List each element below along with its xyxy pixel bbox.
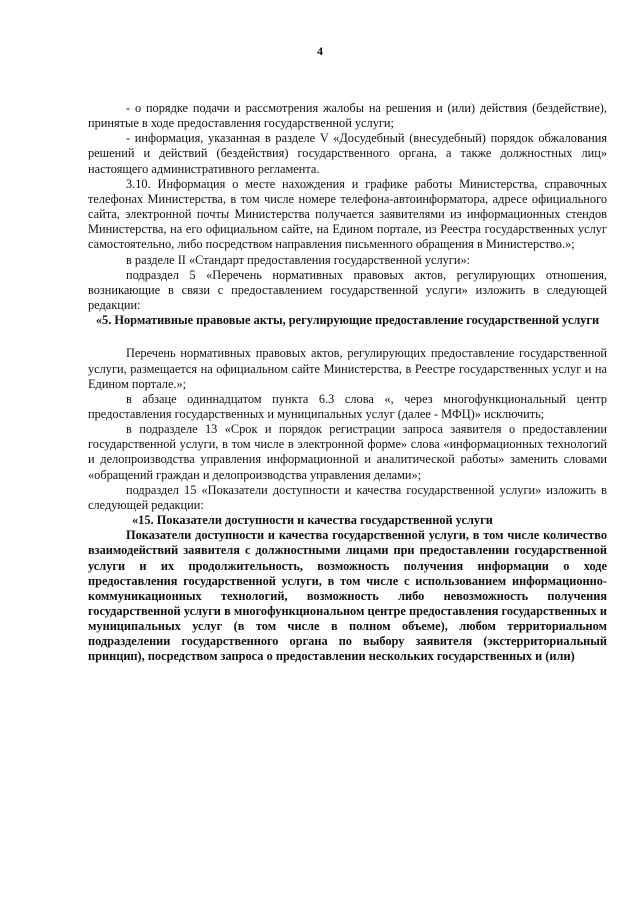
- paragraph-section-v-info: - информация, указанная в разделе V «Досудебный (внесудебный) порядок обжалования решений и действий (бездействия) государственного органа, а также должностных лиц» настоящего административного регламента.: [88, 131, 607, 176]
- paragraph-subsection-5: подраздел 5 «Перечень нормативных правовых актов, регулирующих отношения, возникающие в связи с предоставлением государственной услуги» изложить в следующей редакции:: [88, 267, 607, 313]
- paragraph-accessibility-indicators: Показатели доступности и качества государственной услуги, в том числе количество взаимодействий заявителя с должностными лицами при предоставлении государственной услуги и их продолжительность, возможность получения информации о ходе предоставления государственной услуги, в том числе с использованием информационно-коммуникационных технологий, возможность либо невозможность получения государственной услуги в многофункциональном центре предоставления государственных и муниципальных услуг (в том числе в полном объеме), любом территориальном подразделении государственного органа по выбору заявителя (экстерриториальный принцип), посредством запроса о предоставлении нескольких государственных и (или): [88, 528, 607, 664]
- paragraph-list-of-acts: Перечень нормативных правовых актов, регулирующих предоставление государственной услуги, размещается на официальном сайте Министерства, в Реестре государственных услуг и на Едином портале.»;: [88, 346, 607, 391]
- paragraph-section-ii: в разделе II «Стандарт предоставления государственной услуги»:: [126, 252, 471, 267]
- heading-section-15: «15. Показатели доступности и качества государственной услуги: [132, 513, 493, 528]
- paragraph-complaint-procedure: - о порядке подачи и рассмотрения жалобы на решения и (или) действия (бездействие), принятые в ходе предоставления государственной услуги;: [88, 101, 607, 131]
- paragraph-item-6-3: в абзаце одиннадцатом пункта 6.3 слова «, через многофункциональный центр предоставления государственных и муниципальных услуг (далее - МФЦ)» исключить;: [88, 391, 607, 421]
- paragraph-3-10: 3.10. Информация о месте нахождения и графике работы Министерства, справочных телефонах Министерства, в том числе номере телефона-автоинформатора, адресе официального сайта, электронной почты Министерства получается заявителями из информационных стендов Министерства, на его официальном сайте, на Едином портале, из Реестра государственных услуг самостоятельно, либо посредством направления письменного обращения в Министерство.»;: [88, 176, 607, 252]
- page-number: 4: [317, 44, 323, 58]
- document-body: [88, 101, 607, 665]
- heading-section-5: «5. Нормативные правовые акты, регулирующие предоставление государственной услуги: [95, 313, 600, 328]
- paragraph-subsection-13: в подразделе 13 «Срок и порядок регистрации запроса заявителя о предоставлении государственной услуги, в том числе в электронной форме» слова «информационных технологий и делопроизводства управления информационной и аналитической работы» заменить словами «обращений граждан и делопроизводства управления делами»;: [88, 422, 607, 482]
- blank-line: [88, 328, 607, 346]
- paragraph-subsection-15: подраздел 15 «Показатели доступности и качества государственной услуги» изложить в следующей редакции:: [88, 482, 607, 512]
